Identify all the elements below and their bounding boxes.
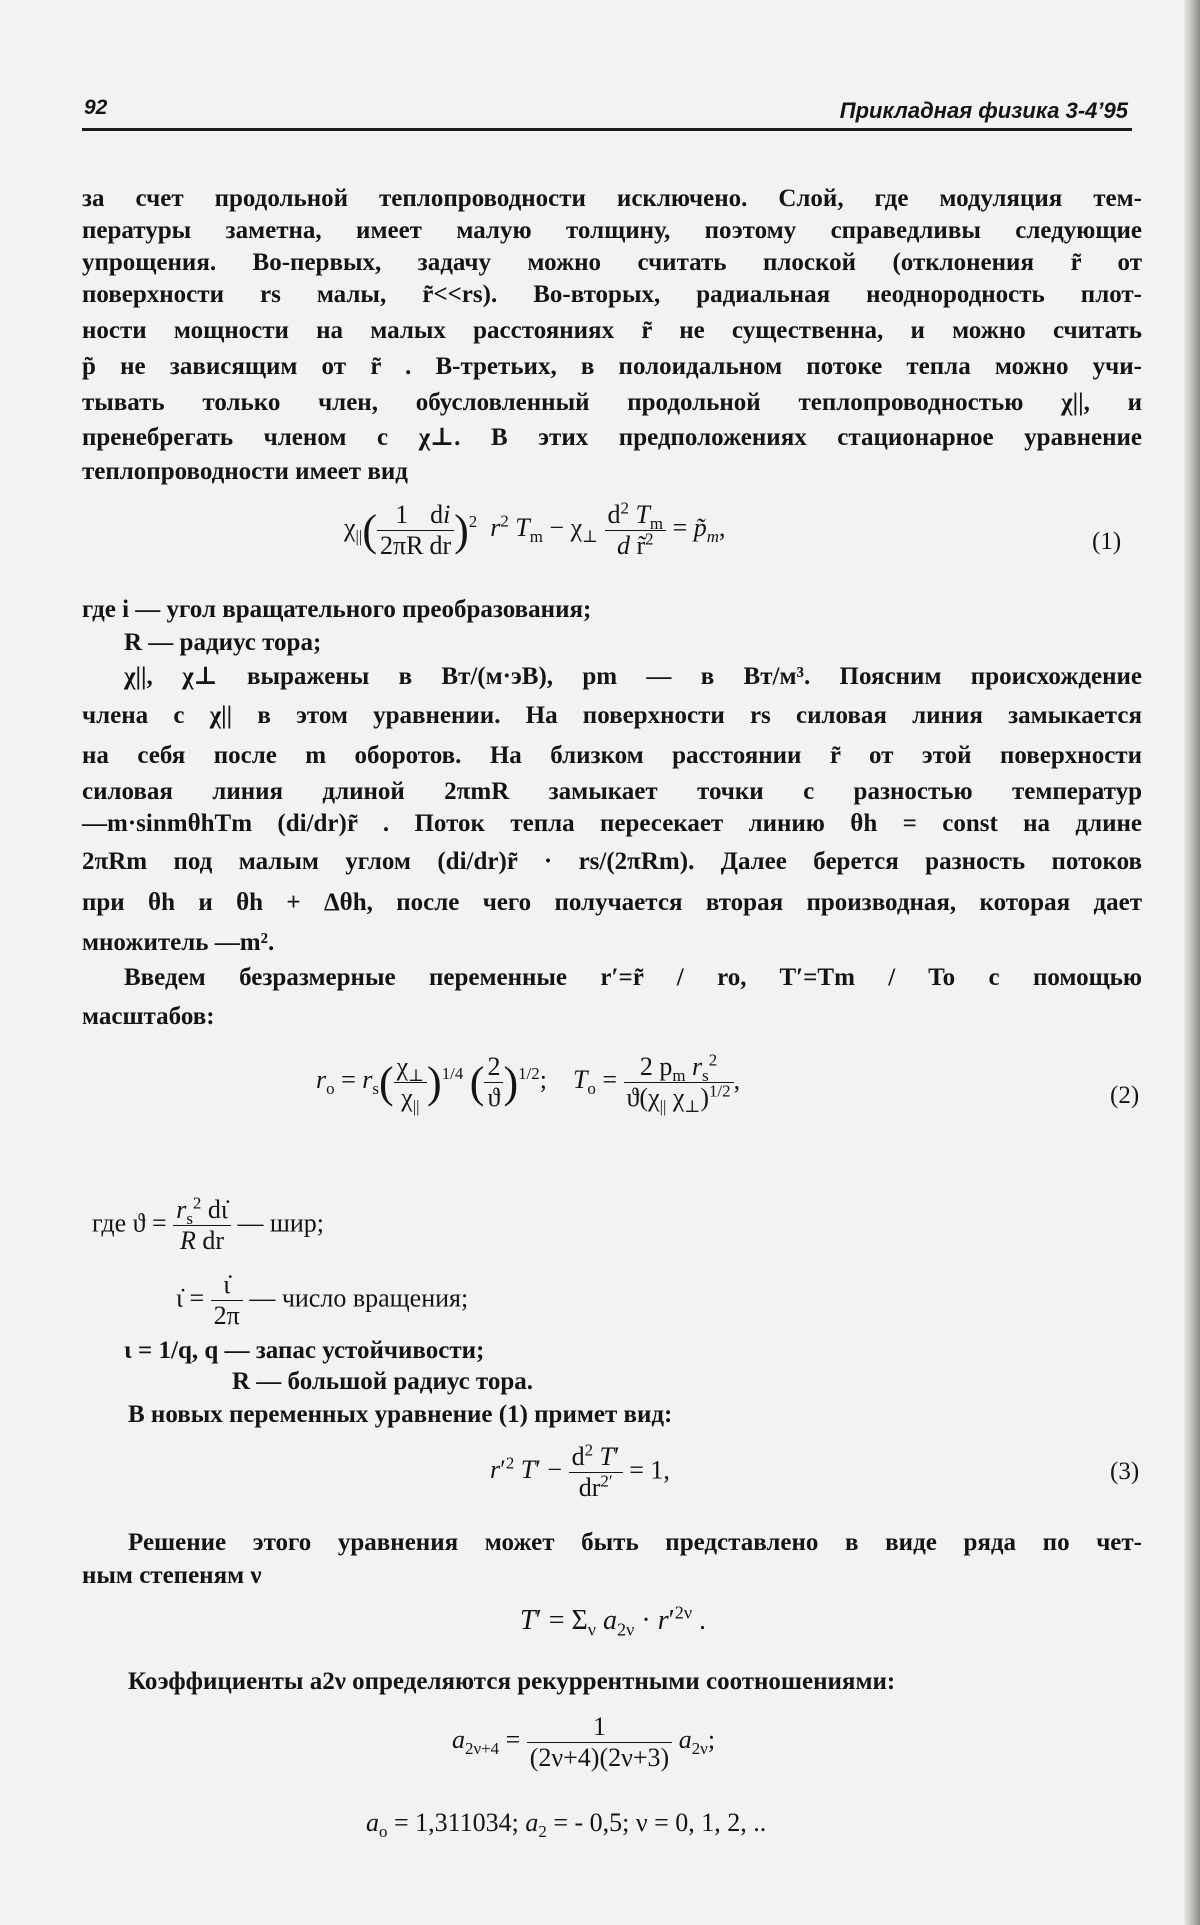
text-line: упрощения. Во-первых, задачу можно считать плоской (отклонения r̃ от <box>82 249 1142 276</box>
text-line: члена с χ|| в этом уравнении. На поверхности rs силовая линия замыкается <box>82 702 1142 729</box>
equation-2-number: (2) <box>1110 1082 1140 1109</box>
text-line: масштабов: <box>82 1003 215 1030</box>
text-line: при θh и θh + Δθh, после чего получается вторая производная, которая дает <box>82 889 1142 916</box>
page-binding-shadow <box>1184 0 1200 1925</box>
text-line: ным степеням ν <box>82 1562 262 1589</box>
text-line: 2πRm под малым углом (di/dr)r̃ · rs/(2πRm). Далее берется разность потоков <box>82 848 1142 875</box>
text-line: Введем безразмерные переменные r′=r̃ / ro, T′=Tm / To с помощью <box>124 964 1142 991</box>
text-line: теплопроводности имеет вид <box>82 458 408 485</box>
text-line: ности мощности на малых расстояниях r̃ не существенна, и можно считать <box>82 317 1142 344</box>
shear-definition: где ϑ = $\frac{r_s^2 d\iotȧ}{\text{R dr}}$ — шир; <box>92 1193 325 1255</box>
text-line: R — радиус тора; <box>124 629 322 656</box>
text-line: χ||, χ⊥ выражены в Вт/(м·эВ), pm — в Вт/м³. Поясним происхождение <box>124 663 1142 690</box>
text-line: Решение этого уравнения может быть представлено в виде ряда по чет- <box>128 1529 1142 1556</box>
paragraph-6: Коэффициенты a2ν определяются рекуррентными соотношениями: <box>128 1668 896 1695</box>
equation-4: $T' = \Sigma_\nu$ $a_{2\nu} \cdot r'^{2\nu}$ . <box>520 1602 707 1640</box>
equation-3: $r'^2$ T′ − $\frac{d^2 T'}{dr^{2'}}$ = 1, <box>490 1440 670 1502</box>
text-line: поверхности rs малы, r̃<<rs). Во-вторых, радиальная неоднородность плот- <box>82 281 1142 308</box>
text-line: где i — угол вращательного преобразования; <box>82 596 592 623</box>
text-line: —m·sinmθhTm (di/dr)r̃ . Поток тепла пересекает линию θh = const на длине <box>82 810 1142 837</box>
text-line: p̃ не зависящим от r̃ . В-третьих, в полоидальном потоке тепла можно учи- <box>82 353 1142 380</box>
text-line: ι = 1/q, q — запас устойчивости; <box>124 1337 485 1364</box>
equation-6: $a_o = 1,311034$; $a_2$ = - 0,5; ν = 0, 1, 2, .. <box>366 1808 767 1842</box>
text-line: пературы заметна, имеет малую толщину, поэтому справедливы следующие <box>82 217 1142 244</box>
text-line: за счет продольной теплопроводности исключено. Слой, где модуляция тем- <box>82 185 1142 212</box>
text-line: тывать только член, обусловленный продольной теплопроводностью χ||, и <box>82 389 1142 416</box>
rotation-number-definition: ι̇ = $\frac{\iotȧ}{2\pi}$ — число вращения; <box>176 1270 469 1330</box>
equation-5: $a_{2\nu+4}$ = $\frac{1}{(2\nu+4)(2\nu+3)}$ $a_{2\nu}$; <box>452 1712 716 1772</box>
equation-1: $\chi_{||}$( $\frac{1}{2\pi R}$ $\frac{di}{dr}$ )$^2$ $r^2$ $T_m - \chi_\perp$ $\frac{d^2 T_m}{d r̃^2}$ = $p̃_m$, <box>344 498 726 560</box>
text-line: на себя после m оборотов. На близком расстоянии r̃ от этой поверхности <box>82 742 1142 769</box>
text-line: множитель —m². <box>82 929 275 956</box>
page-number: 92 <box>84 96 108 119</box>
text-line: пренебрегать членом с χ⊥. В этих предположениях стационарное уравнение <box>82 424 1142 451</box>
equation-1-number: (1) <box>1092 528 1122 555</box>
page-header <box>82 96 1132 131</box>
equation-3-number: (3) <box>1110 1458 1140 1485</box>
paragraph-4: В новых переменных уравнение (1) примет вид: <box>128 1401 673 1428</box>
text-line: R — большой радиус тора. <box>232 1368 534 1395</box>
equation-2: $r_o = r_s$( $\frac{\chi_\perp}{\chi_{||}}$ )$^{1/4}$ ( $\frac{2}{ϑ}$ )$^{1/2}$; $T_o$ = $\frac{2 p_m r_s^2}{ϑ(\chi_{||} \chi_\perp)^{1/2}}$ , <box>316 1050 741 1117</box>
text-line: силовая линия длиной 2πmR замыкает точки с разностью температур <box>82 778 1142 805</box>
journal-title: Прикладная физика 3-4’95 <box>839 98 1128 123</box>
